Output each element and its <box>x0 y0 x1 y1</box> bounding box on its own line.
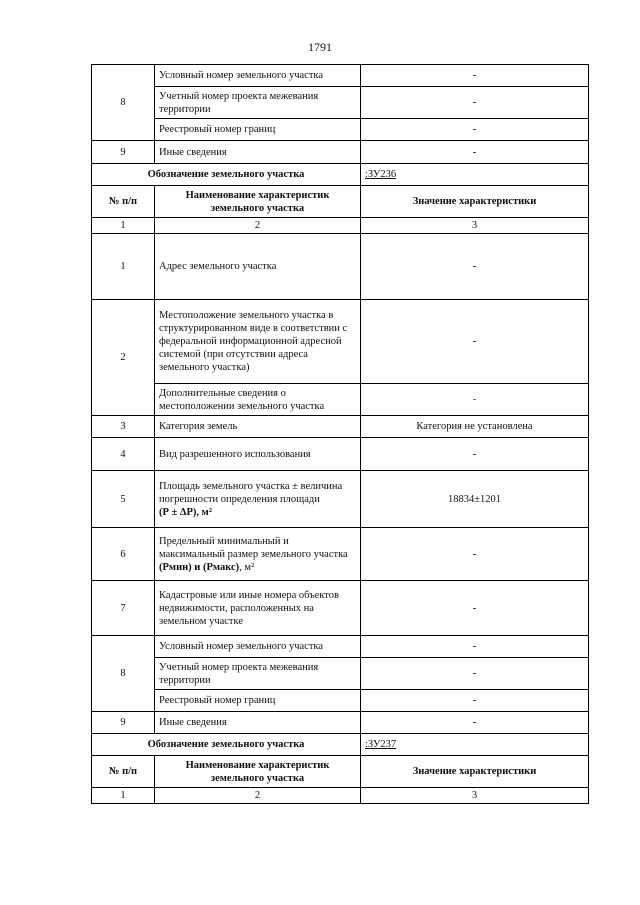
cell-name <box>155 471 361 528</box>
table-row <box>92 712 589 734</box>
table-row <box>92 581 589 636</box>
index-row <box>92 218 589 234</box>
index-row <box>92 788 589 804</box>
table-row <box>92 438 589 471</box>
row-number: 1 <box>92 234 155 300</box>
cell-value: - <box>361 658 589 690</box>
cell-value: - <box>361 528 589 581</box>
col-index: 3 <box>361 788 589 804</box>
area-label: Площадь земельного участка ± величина погрешности определения площади <box>159 480 343 505</box>
cell-value: - <box>361 438 589 471</box>
cell-name: Учетный номер проекта межевания территории <box>155 658 361 690</box>
cell-value: - <box>361 87 589 119</box>
table-row <box>92 528 589 581</box>
table-row <box>92 119 589 141</box>
header-row <box>92 186 589 218</box>
col-index: 2 <box>155 218 361 234</box>
cell-value: Категория не установлена <box>361 416 589 438</box>
plot-code: :ЗУ237 <box>365 739 397 750</box>
row-number: 6 <box>92 528 155 581</box>
col-index: 2 <box>155 788 361 804</box>
row-number: 8 <box>92 636 155 712</box>
row-number: 9 <box>92 141 155 164</box>
cell-name: Условный номер земельного участка <box>155 636 361 658</box>
cell-name: Реестровый номер границ <box>155 690 361 712</box>
table-row <box>92 636 589 658</box>
row-number: 3 <box>92 416 155 438</box>
table-row <box>92 141 589 164</box>
row-number: 5 <box>92 471 155 528</box>
designation-row <box>92 164 589 186</box>
cell-name: Адрес земельного участка <box>155 234 361 300</box>
col-header-num: № п/п <box>92 756 155 788</box>
cell-name: Местоположение земельного участка в структурированном виде в соответствии с федеральной информационной адресной системой (при отсутствии адреса земельного участка) <box>155 300 361 384</box>
cell-value: - <box>361 300 589 384</box>
col-index: 1 <box>92 218 155 234</box>
plot-code: :ЗУ236 <box>365 169 397 180</box>
cell-value: - <box>361 636 589 658</box>
cell-value: - <box>361 581 589 636</box>
row-number: 9 <box>92 712 155 734</box>
table-row <box>92 384 589 416</box>
cell-name: Иные сведения <box>155 712 361 734</box>
size-formula: (Рмин) и (Рмакс) <box>159 561 240 573</box>
table-row <box>92 87 589 119</box>
table-row <box>92 658 589 690</box>
row-number: 2 <box>92 300 155 416</box>
size-label: Предельный минимальный и максимальный размер земельного участка <box>159 535 348 560</box>
row-number: 7 <box>92 581 155 636</box>
cell-value: 18834±1201 <box>361 471 589 528</box>
col-index: 1 <box>92 788 155 804</box>
table-row <box>92 300 589 384</box>
cell-name: Дополнительные сведения о местоположении земельного участка <box>155 384 361 416</box>
table-row <box>92 416 589 438</box>
table-row <box>92 234 589 300</box>
area-formula: (Р ± ΔР), м² <box>159 506 212 518</box>
cell-value: - <box>361 65 589 87</box>
cell-name: Вид разрешенного использования <box>155 438 361 471</box>
cell-value: - <box>361 690 589 712</box>
cell-name: Кадастровые или иные номера объектов недвижимости, расположенных на земельном участке <box>155 581 361 636</box>
cell-value: - <box>361 384 589 416</box>
header-row <box>92 756 589 788</box>
cell-value: - <box>361 141 589 164</box>
row-number: 4 <box>92 438 155 471</box>
cell-value: - <box>361 119 589 141</box>
cell-name: Учетный номер проекта межевания территории <box>155 87 361 119</box>
table-row <box>92 471 589 528</box>
col-header-num: № п/п <box>92 186 155 218</box>
table-row <box>92 65 589 87</box>
col-header-name: Наименование характеристик земельного участка <box>155 756 361 788</box>
cell-value: - <box>361 234 589 300</box>
page-number: 1791 <box>308 40 332 54</box>
col-header-value: Значение характеристики <box>361 186 589 218</box>
table-row <box>92 690 589 712</box>
cell-name: Иные сведения <box>155 141 361 164</box>
land-plot-table <box>91 64 589 804</box>
cell-value: - <box>361 712 589 734</box>
col-header-value: Значение характеристики <box>361 756 589 788</box>
cell-name: Реестровый номер границ <box>155 119 361 141</box>
designation-label: Обозначение земельного участка <box>92 734 361 756</box>
size-unit: , м² <box>239 561 255 573</box>
designation-row <box>92 734 589 756</box>
cell-name: Категория земель <box>155 416 361 438</box>
col-index: 3 <box>361 218 589 234</box>
col-header-name: Наименование характеристик земельного участка <box>155 186 361 218</box>
cell-name <box>155 528 361 581</box>
row-number: 8 <box>92 65 155 141</box>
cell-name: Условный номер земельного участка <box>155 65 361 87</box>
designation-label: Обозначение земельного участка <box>92 164 361 186</box>
